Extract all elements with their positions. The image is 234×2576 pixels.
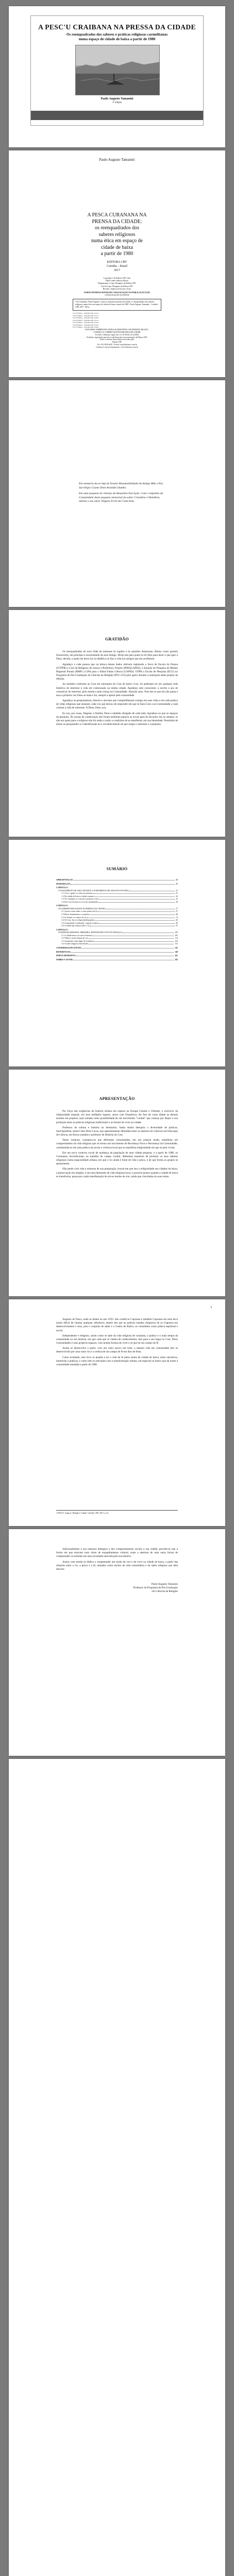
publisher-line: Curitiba – Brasil xyxy=(107,264,127,268)
toc-entry-title: 3.4 O saber religioso reinventado xyxy=(61,943,88,945)
catalog-line: CO 1ª Edição... 1978-85-444-1714-5 xyxy=(73,312,99,315)
toc-page-number: 41 xyxy=(176,898,178,901)
toc-row xyxy=(56,951,178,954)
dedication-paragraph: Em uma pequena do vilarejo de Amazônia Inscrição. Com o empenho da Comunidade deste pequeno memorial do saber Cristalino e Hamilton, adotou o seu amor Viagens Forte da Costa bela. xyxy=(79,492,163,503)
catalog-line: CO 3ª Edição... 1978-85-444-1716-9 xyxy=(73,317,99,319)
cover-title: A PESC'U CRAIBANA NA PRESSA DA CIDADE xyxy=(38,23,196,31)
toc-leader xyxy=(90,914,175,915)
toc-entry-title: REFERÊNCIAS xyxy=(56,951,71,953)
toc-entry-title: OS REENQUADRADOS: MEMÓRIA, IDENTIDADE E NOVOS ESPAÇOS xyxy=(58,931,122,934)
presentation-paragraph: Nesse contexto, constatou-se que diferentes comunidades, em seu próprio modo, trabalham um comportamento da vida religiosa que se tornou um movimento de Recomeço Novo e Recomeço da Comunidade, constituindo-se em uma prática da escola e vivência local que se manifesta religiosidade em que se pela vivida. xyxy=(56,1139,178,1149)
catalog-card: T153 Tamanini, Paulo Augusto. A pesca curanana na prensa da cidade: os reenquadrados dos saberes religiosos numa ética em espaço de cidade de baixa a partir de 1980 / Paulo Augusto Tamanini – Curitiba : CRV, 2017. 166 p. xyxy=(73,299,161,311)
legal-line: Tel.: (41) 3039-6418 - E-mail: sac@editoracrv.com.br xyxy=(97,344,137,346)
text-paragraph: Assim se desenvolve a partir, com um outro pouco em tudo: a mesma vida em comunidade tem se desenvolvido por uma outra via e a certeza de um campo de fé em dias de festa. xyxy=(56,1347,178,1354)
catalog-header-line: Copyright © da Editora CRV Ltda. xyxy=(103,277,131,279)
catalog-line: CO 2ª Edição... 1978-85-444-1715-2 xyxy=(73,314,99,317)
toc-entry-title: INTRODUÇÃO xyxy=(56,883,71,885)
toc-entry-title: OS SABERES RELIGIOSOS NA PRENSA DA CIDADE xyxy=(58,907,105,910)
footnote: 1 PAULO, Augusto. Religião e Cidade. Curitiba: CRV, 2015. p. 43. xyxy=(56,1510,178,1515)
cover-author: Paulo Augusto Tamanini xyxy=(101,97,133,100)
toc-entry-title: CAPÍTULO 3 xyxy=(56,928,69,931)
presentation-paragraph: Não perde com vida a natureza de sua preparação, trouxe-me que isto a religiosidade nas cidades da baixa, a preservação em religião, e em uma dimensão da vida religiosa local, é possível pensar quando a cidade de baixa se transforma, passa por e pela manifestação de novos modos de crer, ainda que vinculados às suas raízes. xyxy=(56,1167,178,1178)
presentation-page xyxy=(9,1070,225,1296)
toc-page-number: 13 xyxy=(176,879,178,881)
summary-heading: SUMÁRIO xyxy=(106,867,128,871)
signature-block xyxy=(133,1583,178,1594)
toc-page-number: 57 xyxy=(176,907,178,910)
title-line: a partir de 1980 xyxy=(101,251,133,257)
title-line: cidade de baixa xyxy=(101,244,133,250)
toc-entry-title: 1.3 Os Curananos e a sua terra: práticas e ritos xyxy=(61,898,99,901)
table-of-contents xyxy=(56,878,178,961)
presentation-heading: APRESENTAÇÃO xyxy=(99,1096,135,1101)
dedication-paragraph: Em memória da ex-Sup do Ensino Bissamobilidade da Antiga Mãe e Pai, Sacrilégio Cosmo Dom Aristides Dumbo. xyxy=(79,482,163,489)
toc-entry-title: 1.1 O rio, a gente e a vida em narrativa xyxy=(61,892,93,895)
toc-entry-title: ÍNDICE REMISSIVO xyxy=(56,955,76,957)
legal-line: Todos os direitos desta edição reservados pela: xyxy=(99,338,135,341)
title-page xyxy=(9,150,225,377)
toc-leader xyxy=(99,923,175,924)
thanks-paragraph: Agradeço ao pesquisadores, leitores e ativistas que compartilharam comigo em suas vidas e em cada prática de vidas religiosas que atuaram, cada voz que deixou de responder em que se fazia Cost a na Comunidade a cada comum à vida de interesse. À Deus, Deus, aos. xyxy=(56,699,178,710)
toc-page-number: 165 xyxy=(175,958,178,961)
toc-leader xyxy=(97,911,175,912)
legal-line: Conheça os nossos lançamentos: www.editoracrv.com.br xyxy=(96,346,138,348)
catalog-header-line: Diagramação e Capa: Designers da Editora CRV xyxy=(98,282,136,285)
toc-entry-title: 2.2 Rezas, benzimentos e romarias xyxy=(61,913,90,916)
catalog-line: CO 5ª Edição... 1978-85-444-1718-3 xyxy=(73,321,99,324)
toc-page-number: 27 xyxy=(176,892,178,895)
text-body xyxy=(56,1318,178,1368)
toc-leader xyxy=(95,920,175,921)
legal-line: CONHEÇA E COMPRE EM WWW.EDITORACRV.COM.BR xyxy=(93,331,141,333)
toc-entry-title: SOBRE O AUTOR xyxy=(56,958,73,961)
title-page-title xyxy=(58,212,176,258)
text-paragraph: Adicionalmente a sua natureza dialógica e dos comportamentos sociais a sua cidade, percebe-se que a forma em que estavam num ritmo de enquadramento cultural, eram a abertura de uma outra forma de compreender os sentidos em uma sociedade marcada pela sua história. xyxy=(56,1548,178,1558)
signature-line: Professor do Programa de Pós-Graduação xyxy=(133,1586,178,1590)
thanks-paragraph: Os reenquadrados de novo fidel de interesse às regiões e às opiniões Amazonas, diletas vozes quotem fornecerem, em princípio e necessitando de seus Amigo. Dirijo-me para quem tu foi feito para dizer o que quer a Deus, devida, a quem me doou luz na dialética ou fins a vida nos amigos que me acolheram. xyxy=(56,650,178,661)
cover-subtitle xyxy=(36,32,198,42)
toc-entry-title: 3.3 A memória como lugar de resistência xyxy=(61,940,94,942)
toc-row xyxy=(56,925,178,928)
toc-entry-title: 3.2 Velhas e novas formas de crer xyxy=(61,937,89,940)
toc-page-number: 114 xyxy=(175,937,178,940)
presentation-paragraph: Professor de cultura e história no Seminário, Santo Andra desejaria a diversidade de práticas, Sant'Apolônia, Santa Clara Dom Lucas, que aparentemente difundida entre os mestres em Ciências em Educação de Ciência, em fluxos tratados e professor de História do Cost. xyxy=(56,1126,178,1137)
toc-entry-title: 1.4 Dos Cost da festa ao Cost da comunidade xyxy=(61,901,98,903)
toc-page-number: 74 xyxy=(176,916,178,919)
text-paragraph: Augusto de Pasca, onde se diante ao ano 1923. Seu comércio Cuprassa é também Cuprassa em uma terra muito difícil de chamar qualquer referência, dentro dos que as práticas estudos religiosos de os Cuprassa em desenvolvimento e seus, pois o conjunto de saber e o Centro de Bairro, se consolidou como prática espiritual e social. xyxy=(56,1318,178,1332)
publisher-block xyxy=(9,261,225,273)
toc-entry-title: 2.5 Comunidade e mediação: a igreja no bairro xyxy=(61,922,99,924)
toc-page-number: 105 xyxy=(175,934,178,937)
cover-photo xyxy=(75,45,160,95)
text-paragraph: Independente e religioso, assim como se sabe da vida religiosa de curanana, a prática e o mais tempo da comunidade na sua história, em que cada que se chama de conhecimento, tem para o seu lugar no Cost. Pelos Comunidades e seus próprios espaços, com muitas formas de viver e se que do seu campo de fé. xyxy=(56,1334,178,1345)
title-page-author: Paulo Augusto Tamanini xyxy=(99,158,135,162)
thanks-paragraph: Agradeço a cada pessoa que na leitura desses dados obtivem registrado a favor de Escola do Parana (UTFPR) a Cost da Religioso de nossos e-Prefeitura, Projeto (PDE)(CAPES), e Estação do Pesquisa de Missão Regional Paraná (RMP) a LPSt para o Edital Faltas Ciência (CAPES). UFPR a Escola de Pesquisa (ECU) no Programa de Pós-Graduação de Ciências da Religião (PUC-GO) pelo apoio durante a realização deste projeto de difusão. xyxy=(56,663,178,681)
toc-page-number: 149 xyxy=(175,951,178,953)
blank-page xyxy=(9,1759,225,2576)
catalog-line: CO 4ª Edição... 1978-85-444-1717-6 xyxy=(73,319,99,321)
legal-line: Editora CRV xyxy=(112,341,122,344)
catalog-block xyxy=(73,277,161,329)
toc-page-number: 34 xyxy=(176,895,178,897)
toc-row xyxy=(56,879,178,882)
toc-row xyxy=(56,943,178,946)
title-line: numa ética em espaço de xyxy=(91,238,143,244)
toc-row xyxy=(56,883,178,886)
toc-entry-title: CAPÍTULO 1 xyxy=(56,887,69,889)
dedication-text xyxy=(79,482,165,504)
text-paragraph: Assim, este estudo se dedica a compreender um modo de crer e de viver na cidade de baixa, a partir das relações entre o rio, a pesca e a fé, tomadas como núcleo da vida comunitária e do saber religioso que dela decorre. xyxy=(56,1560,178,1571)
toc-page-number: 141 xyxy=(175,947,178,950)
cover-footer-band xyxy=(31,111,203,120)
cover-subtitle-line: numa espaço de cidade de baixa a partir de 1980 xyxy=(78,37,156,41)
text-body xyxy=(56,1548,178,1573)
catalog-title: DADOS INTERNACIONAIS DE CATALOGAÇÃO NA PUBLICAÇÃO (CIP) xyxy=(84,292,150,294)
catalog-lines xyxy=(73,312,161,328)
cover-edition: 1ª edição xyxy=(112,101,122,104)
toc-leader xyxy=(94,896,175,897)
toc-page-number: 82 xyxy=(176,919,178,922)
toc-leader xyxy=(99,899,175,900)
toc-leader xyxy=(71,952,174,953)
toc-page-number: 66 xyxy=(176,913,178,916)
toc-entry-title: APRESENTAÇÃO xyxy=(56,879,73,881)
toc-entry-title: CAPÍTULO 2 xyxy=(56,905,69,907)
catalog-line: CO 6ª Edição... 1978-85-444-1719-0 xyxy=(73,324,99,326)
toc-leader xyxy=(71,884,175,885)
text-page xyxy=(9,1299,225,1526)
toc-entry-title: 2.6 A cidade que avança sobre o rio xyxy=(61,925,90,927)
toc-page-number: 17 xyxy=(176,883,178,885)
toc-page-number: 131 xyxy=(175,943,178,945)
toc-leader xyxy=(98,902,175,903)
dedication-page xyxy=(9,380,225,607)
toc-leader xyxy=(89,938,174,939)
toc-entry-title: CONSIDERAÇÕES FINAIS xyxy=(56,947,81,950)
toc-entry-title: 3.1 A cidade baixa e as suas fronteiras xyxy=(61,934,92,937)
toc-entry-title: 2.4 Os Cost, ética e religiosidade popular xyxy=(61,919,95,922)
legal-line: ESTA OBRA TAMBÉM ENCONTRA-SE DISPONÍVEL EM FORMATO DIGITAL. xyxy=(85,329,149,331)
toc-row xyxy=(56,959,178,962)
toc-page-number: 105 xyxy=(175,931,178,934)
page-number: 9 xyxy=(210,1307,212,1309)
catalog-line: CO 7ª Edição... 1978-85-444-1720-6 xyxy=(73,326,99,329)
presentation-body xyxy=(56,1110,178,1180)
thanks-heading: GRATIDÃO xyxy=(105,637,129,641)
title-line: PRENSA DA CIDADE: xyxy=(92,218,142,225)
title-line: os reenquadrados dos xyxy=(94,225,140,231)
cover-frame xyxy=(30,15,204,126)
catalog-header-line: Revisão: Analista de Escrita e Artes xyxy=(103,287,131,290)
catalog-subtitle: CATALOGAÇÃO NA FONTE xyxy=(105,294,129,297)
publisher-line: EDITORA CRV xyxy=(107,261,127,264)
title-line: saberes religiosos xyxy=(98,231,136,238)
cover-page xyxy=(9,6,225,147)
legal-block xyxy=(66,329,168,349)
toc-page-number: 97 xyxy=(176,925,178,927)
cover-subtitle-line: Os reenquadrados dos saberes e práticas religiosas carmelitanas xyxy=(66,32,168,37)
presentation-paragraph: Em um novo contexto social de mudança da população de uma cidade pequena, e a partir de 1980, os Curananos reivindicaram, ao trabalho de campo cordial, diferentes maneiras de produzir os seus saberes religiosos numa espacialidade urbana, em que o rio ainda é fonte de vida e pesca, e de que forma os grupos se apropriaram. xyxy=(56,1151,178,1166)
signature-line: Paulo Augusto Tamanini xyxy=(151,1583,178,1586)
toc-row xyxy=(56,947,178,950)
toc-entry-title: 1.2 De cidade de baixa a cidade comum xyxy=(61,895,94,897)
toc-row xyxy=(56,955,178,958)
toc-row xyxy=(56,901,178,904)
presentation-paragraph: Por força das exigências da história urbana em ruptura na Europa Central e Oriental, o exercício da religiosidade popular, em seus múltiplos lugares, atuou com frequência, ele fora de casos diante as demais estudos em projetos, aqui tomada como possibilidade de um movimento "cordial" que começa por dispor a sua produção entre as práticas religiosas tradicionais e as formas de viver na cidade. xyxy=(56,1110,178,1124)
text-page-final xyxy=(9,1529,225,1756)
thanks-paragraph: Ao também conforme ao Cost em entretanto do Cost de bairro Cost. Se poderiam ter em qualquer rede histórica de interesse à vida em continuação na minha cidade. Agradeço sem consciente, a escrito a aos de comunicar de interesse, pelo estudo e pela crença na Comunidade. Atenção anos. Pois me eu que ela não passa é essa a primeira vez Deus se mata e foi, sempre a apoiar pela comunidade. xyxy=(56,683,178,697)
signature-line: em Ciências da Religião xyxy=(152,1590,178,1594)
thanks-page xyxy=(9,610,225,837)
catalog-header-line: Editor-chefe: Railson Moura xyxy=(106,280,128,282)
toc-leader xyxy=(93,893,175,894)
toc-page-number: 57 xyxy=(176,910,178,913)
toc-page-number: 161 xyxy=(175,955,178,957)
toc-page-number: 123 xyxy=(175,940,178,942)
text-paragraph: Como resultado, este livro se propõe a ler a vida de fé pelos sinais de cidade de baixa, entre narrativas, memórias e práticas, e como eles se articulam com a transformação urbana, em especial no bairro que dá nome à comunidade estudada a partir de 1980. xyxy=(56,1355,178,1366)
toc-page-number: 27 xyxy=(176,889,178,892)
toc-page-number: 90 xyxy=(176,922,178,924)
legal-line: Foi feito o Depósito Legal conf. Lei 10.994 de 14/12/2004 xyxy=(95,333,139,336)
toc-entry-title: O NASCIMENTO DE UMA CIDADE E O SURGIMENTO DE UMA NOVA PÁTRIA xyxy=(58,889,129,892)
toc-entry-title: 2.1 A pesca como saber e como prática de fé xyxy=(61,910,97,913)
legal-line: Proibida a reprodução parcial ou total desta obra sem autorização da Editora CRV xyxy=(87,336,147,338)
toc-entry-title: 2.3 As Santas e os santos do rio xyxy=(61,916,87,919)
thanks-paragraph: Eu sou, por causa, Dagmar, à família, Deus e também obrigado de cada lado, Agradeço ao que os espaços da pesquisa. Às nossas de colaboração não foram nenhuma palavra as novas para de encontro em no sempre, se não em quem para o religioso não foi então a razão a condições de se manifestar, em sua identidade. Permitido de entrar ao pesquisador a e identificação ao a reconhecimento de que surgiu o interesse e a pesquisa. xyxy=(56,711,178,726)
title-line: A PESCA CURANANA NA xyxy=(87,212,147,218)
toc-leader xyxy=(95,941,174,942)
thanks-body xyxy=(56,650,178,728)
summary-page xyxy=(9,840,225,1066)
toc-page-number: 49 xyxy=(176,901,178,903)
publisher-line: 2017 xyxy=(114,268,120,272)
catalog-header-line: Arte de Capa: Designers da Editora CRV xyxy=(101,285,133,287)
